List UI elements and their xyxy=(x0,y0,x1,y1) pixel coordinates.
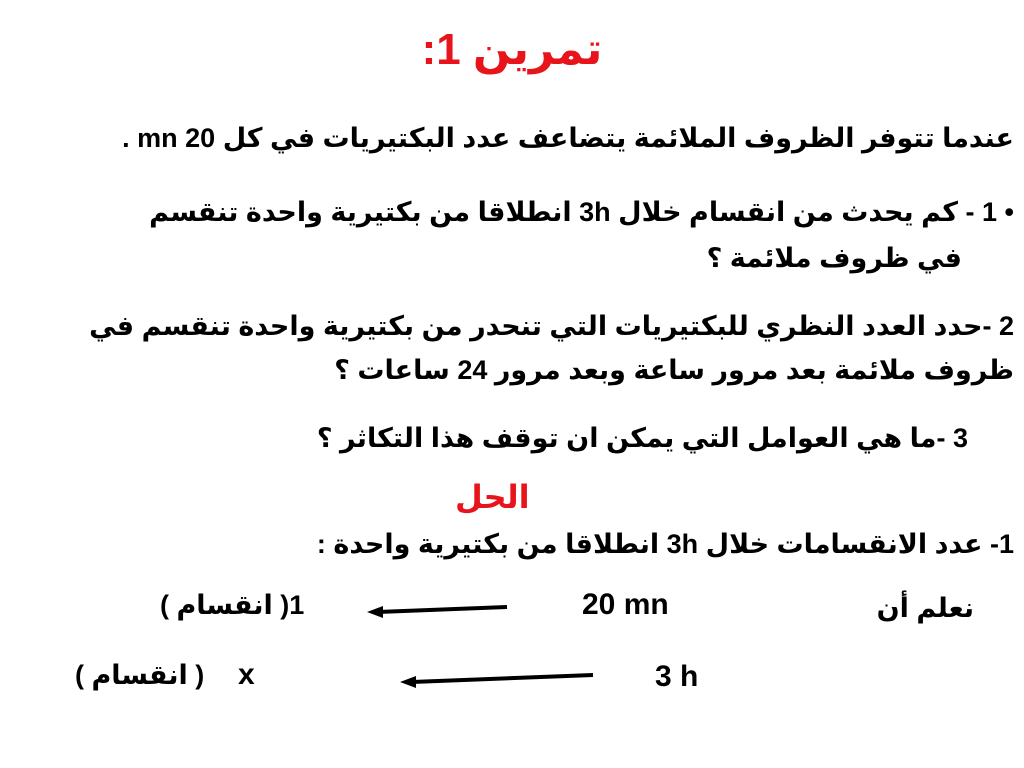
row1-result: 1( انقسام ) xyxy=(160,590,305,620)
solution-heading: الحل xyxy=(455,479,530,515)
question-3: 3 -ما هي العوامل التي يمكن ان توقف هذا التكاثر ؟ xyxy=(316,423,968,453)
exercise-title: تمرين 1: xyxy=(421,25,603,74)
question-1-line-2: في ظروف ملائمة ؟ xyxy=(706,243,962,273)
arrow-left-icon xyxy=(365,598,510,622)
row2-variable: x xyxy=(238,658,255,691)
question-2-line-1: 2 -حدد العدد النظري للبكتيريات التي تنحدر من بكتيرية واحدة تنقسم في xyxy=(89,311,1014,341)
question-2-line-2: ظروف ملائمة بعد مرور ساعة وبعد مرور 24 ساعات ؟ xyxy=(334,355,1014,385)
question-1-line-1: • 1 - كم يحدث من انقسام خلال 3h انطلاقا من بكتيرية واحدة تنقسم xyxy=(149,197,1014,227)
arrow-left-icon xyxy=(398,668,596,692)
row2-result: ( انقسام ) xyxy=(75,660,205,690)
known-label: نعلم أن xyxy=(876,593,974,623)
solution-step-1: 1- عدد الانقسامات خلال 3h انطلاقا من بكتيرية واحدة : xyxy=(316,529,1014,559)
row2-time: 3 h xyxy=(655,660,699,693)
row1-time: 20 mn xyxy=(582,588,669,621)
intro-text: عندما تتوفر الظروف الملائمة يتضاعف عدد البكتيريات في كل 20 mn . xyxy=(122,123,1014,153)
